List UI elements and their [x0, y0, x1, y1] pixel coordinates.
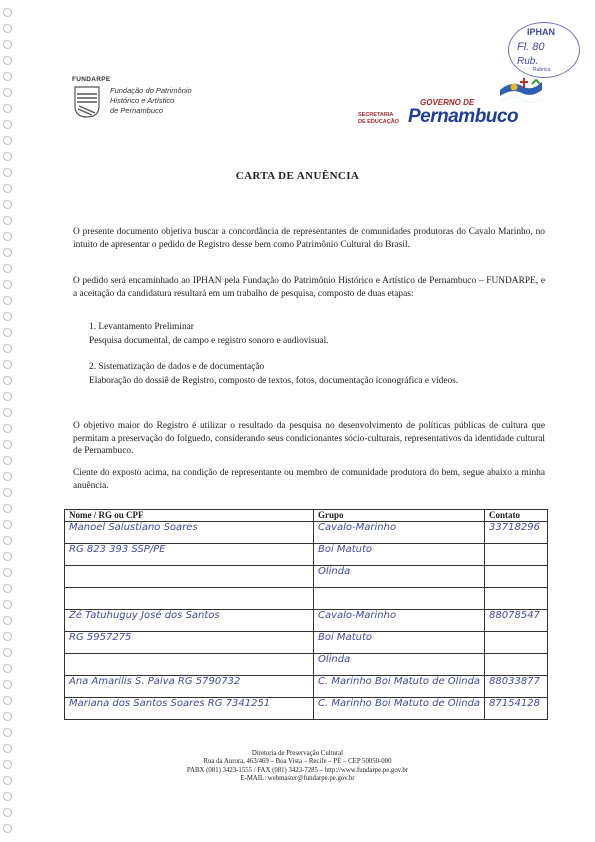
cell-contato: [485, 654, 548, 676]
binder-hole: [3, 72, 12, 81]
cell-grupo: C. Marinho Boi Matuto de Olinda: [314, 698, 485, 720]
table-header-row: [65, 510, 548, 522]
cell-contato: [485, 588, 548, 610]
binder-hole: [3, 472, 12, 481]
fundarpe-name: Fundação do Patrimônio Histórico e Artístico de Pernambuco: [110, 86, 192, 115]
binder-hole: [3, 584, 12, 593]
cell-grupo: Olinda: [314, 654, 485, 676]
table-row: [65, 654, 548, 676]
footer-line: Diretoria de Preservação Cultural: [251, 750, 344, 757]
cell-nome: Manoel Salustiano Soares: [65, 522, 314, 544]
binder-hole: [3, 680, 12, 689]
binder-hole: [3, 376, 12, 385]
table-row: [65, 522, 548, 544]
list-item-1-body: Pesquisa documental, de campo e registro sonoro e audiovisual.: [89, 336, 329, 346]
cell-nome: [65, 566, 314, 588]
binder-hole: [3, 568, 12, 577]
paragraph-intro: O presente documento objetiva buscar a concordância de representantes de comunidades produtoras do Cavalo Marinho, no intuito de apresentar o pedido de Registro desse bem como Patrimônio Cultural do Brasil.: [73, 227, 545, 250]
cell-grupo: C. Marinho Boi Matuto de Olinda: [314, 676, 485, 698]
binder-hole: [3, 728, 12, 737]
binder-hole: [3, 344, 12, 353]
table-body: [65, 522, 548, 720]
binder-hole: [3, 248, 12, 257]
cell-grupo: Cavalo-Marinho: [314, 522, 485, 544]
list-item-2-title: 2. Sistematização de dados e de documentação: [89, 362, 265, 372]
cell-nome: Ana Amarilis S. Paiva RG 5790732: [65, 676, 314, 698]
table-row: [65, 632, 548, 654]
binder-hole: [3, 296, 12, 305]
governo-pernambuco-logo: SECRETARIA DE EDUCAÇÃO GOVERNO DE Pernambuco: [358, 70, 548, 140]
binder-hole: [3, 696, 12, 705]
cell-nome: RG 5957275: [65, 632, 314, 654]
binder-hole: [3, 104, 12, 113]
binder-hole: [3, 328, 12, 337]
binder-hole: [3, 280, 12, 289]
secretaria-label: SECRETARIA DE EDUCAÇÃO: [358, 112, 399, 125]
table-row: [65, 698, 548, 720]
binder-hole: [3, 56, 12, 65]
fundarpe-brand: FUNDARPE: [72, 76, 111, 83]
binder-hole: [3, 712, 12, 721]
binder-hole: [3, 648, 12, 657]
cell-contato: 33718296: [485, 522, 548, 544]
page-footer: [0, 750, 595, 784]
table-row: [65, 676, 548, 698]
binder-hole: [3, 184, 12, 193]
paragraph-pedido: O pedido será encaminhado ao IPHAN pela Fundação do Patrimônio Histórico e Artístico de Pernambuco – FUNDARPE, e a aceitação da candidatura resultará em um trabalho de pesquisa, composto de duas etapas:: [73, 276, 545, 299]
cell-grupo: Olinda: [314, 566, 485, 588]
pernambuco-flag-icon: [498, 76, 544, 106]
footer-line: PABX (081) 3423-1555 / FAX (081) 3423-7285 – http://www.fundarpe.pe.gov.br: [186, 766, 409, 774]
binder-hole: [3, 616, 12, 625]
binder-hole: [3, 120, 12, 129]
cell-nome: Zé Tatuhuguy José dos Santos: [65, 610, 314, 632]
binder-hole: [3, 152, 12, 161]
binder-hole: [3, 600, 12, 609]
binder-hole: [3, 200, 12, 209]
cell-nome: RG 823 393 SSP/PE: [65, 544, 314, 566]
cell-contato: [485, 566, 548, 588]
binder-hole: [3, 504, 12, 513]
binder-hole: [3, 8, 12, 17]
cell-contato: 88078547: [485, 610, 548, 632]
binder-hole: [3, 88, 12, 97]
table-row: [65, 588, 548, 610]
document-title: CARTA DE ANUÊNCIA: [235, 170, 360, 182]
binder-hole: [3, 824, 12, 833]
list-item-2-body: Elaboração do dossiê de Registro, composto de textos, fotos, documentação iconográfica e vídeos.: [89, 376, 459, 386]
cell-grupo: Boi Matuto: [314, 632, 485, 654]
binder-holes: [3, 8, 15, 838]
binder-hole: [3, 488, 12, 497]
table-row: [65, 544, 548, 566]
binder-hole: [3, 312, 12, 321]
binder-hole: [3, 216, 12, 225]
cell-contato: [485, 632, 548, 654]
binder-hole: [3, 792, 12, 801]
cell-nome: [65, 588, 314, 610]
binder-hole: [3, 520, 12, 529]
binder-hole: [3, 232, 12, 241]
binder-hole: [3, 632, 12, 641]
binder-hole: [3, 664, 12, 673]
cell-grupo: Cavalo-Marinho: [314, 610, 485, 632]
binder-hole: [3, 552, 12, 561]
binder-hole: [3, 392, 12, 401]
footer-line: Rua da Aurora, 463/469 – Boa Vista – Recife – PE – CEP 50050-000: [203, 758, 392, 766]
cell-nome: [65, 654, 314, 676]
cell-grupo: [314, 588, 485, 610]
footer-line: E-MAIL: webmaster@fundarpe.pe.gov.br: [240, 775, 355, 783]
paragraph-objetivo: O objetivo maior do Registro é utilizar o resultado da pesquisa no desenvolvimento de políticas públicas de cultura que permitam a preservação do folguedo, considerando seus condicionantes sócio-culturais, representativos da identidade cultural de Pernambuco.: [73, 421, 545, 457]
list-item-1-title: 1. Levantamento Preliminar: [89, 322, 194, 332]
fundarpe-emblem-icon: [74, 86, 100, 118]
cell-contato: 87154128: [485, 698, 548, 720]
cell-contato: [485, 544, 548, 566]
binder-hole: [3, 264, 12, 273]
table-row: [65, 610, 548, 632]
binder-hole: [3, 136, 12, 145]
table-row: [65, 566, 548, 588]
binder-hole: [3, 808, 12, 817]
header-grupo: Grupo: [314, 510, 485, 522]
binder-hole: [3, 408, 12, 417]
binder-hole: [3, 40, 12, 49]
header-nome: Nome / RG ou CPF: [65, 510, 314, 522]
iphan-stamp: IPHAN Fl. 80 Rub. Rubrica: [508, 22, 580, 78]
binder-hole: [3, 456, 12, 465]
binder-hole: [3, 360, 12, 369]
paragraph-ciente: Ciente do exposto acima, na condição de representante ou membro de comunidade produtora do bem, segue abaixo a minha anuência.: [73, 468, 545, 491]
binder-hole: [3, 440, 12, 449]
binder-hole: [3, 536, 12, 545]
cell-contato: 88033877: [485, 676, 548, 698]
binder-hole: [3, 424, 12, 433]
binder-hole: [3, 24, 12, 33]
cell-grupo: Boi Matuto: [314, 544, 485, 566]
header-contato: Contato: [485, 510, 548, 522]
cell-nome: Mariana dos Santos Soares RG 7341251: [65, 698, 314, 720]
fundarpe-logo: [72, 76, 232, 124]
signature-table: [64, 509, 548, 720]
